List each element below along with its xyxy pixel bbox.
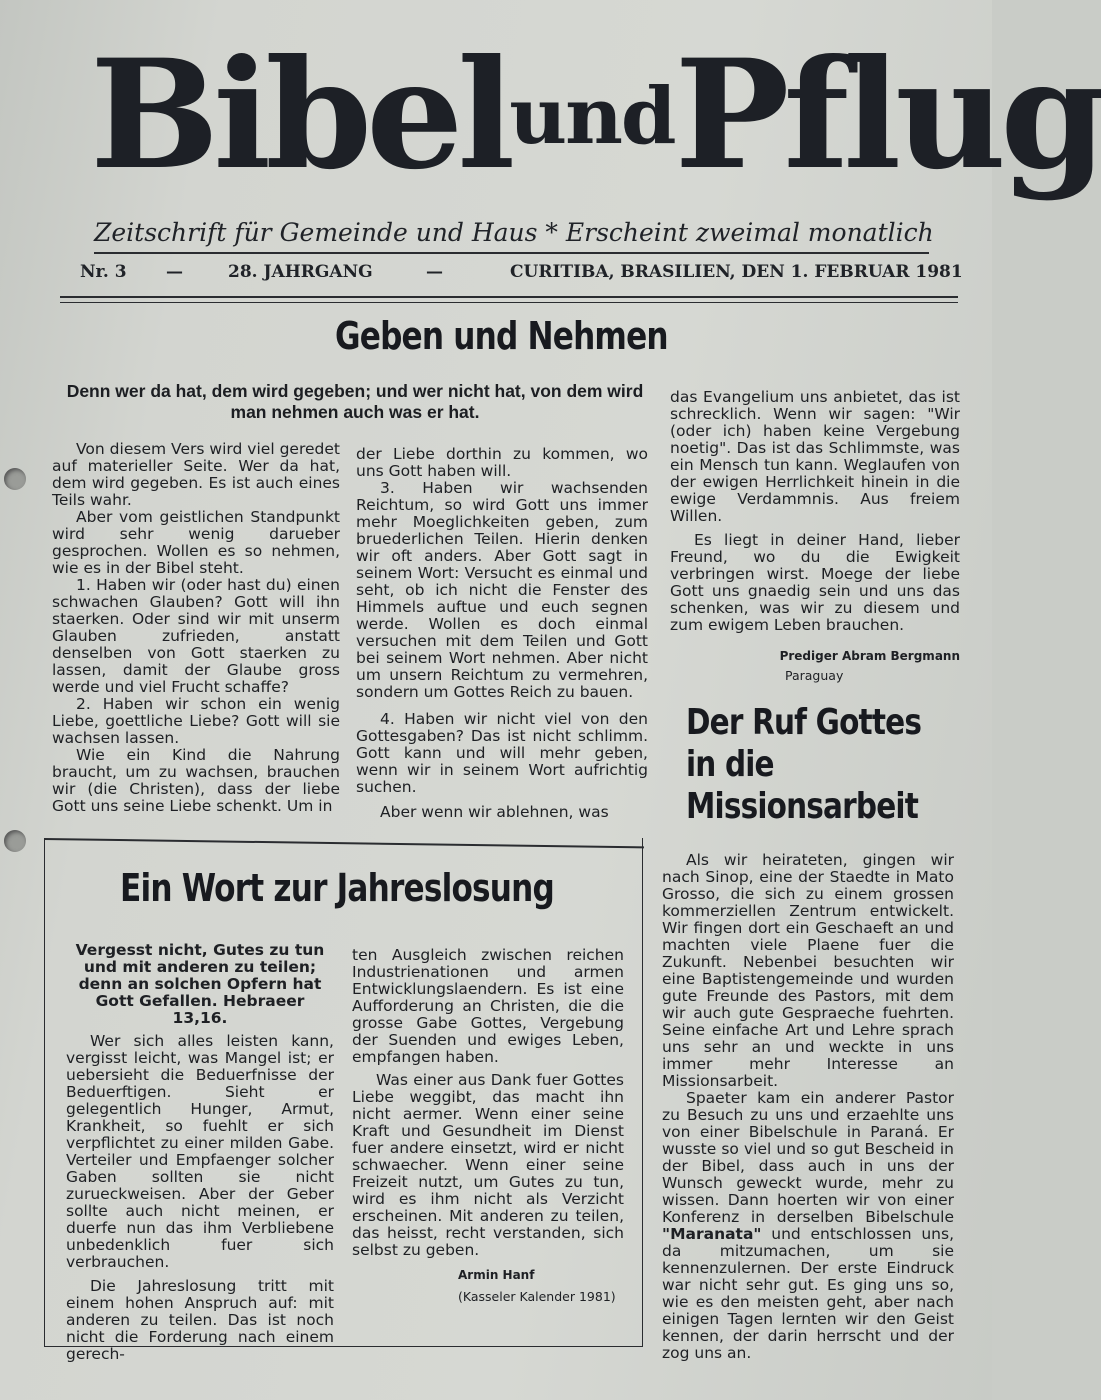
- paragraph: 3. Haben wir wachsenden Reichtum, so wird Gott uns immer mehr Moeglichkeiten geben, zum bruederlichen Teilen. Hierin denken wir oft anders. Aber Gott sagt in seinem Wort: Versucht es einmal und seht, ob ich nicht die Fenster des Himmels auftue und euch segnen werde. Wollen es doch einmal versuchen mit dem Teilen und Gott bei seinem Wort nehmen. Aber nicht um unsern Reichtum zu vermehren, sondern um Gottes Reich zu bauen.: [356, 479, 648, 701]
- paragraph: Wer sich alles leisten kann, vergisst leicht, was Mangel ist; er uebersieht die Beduerfnisse der Beduerftigen. Sieht er gelegentlich Hunger, Armut, Krankheit, so fuehlt er sich verpflichtet zu einer milden Gabe. Verteiler und Empfaenger solcher Gaben sollten sie nicht zurueckweisen. Aber der Geber sollte auch nicht meinen, er duerfe nun das ihm Verbliebene unbedenklich fuer sich verbrauchen.: [66, 1032, 334, 1271]
- masthead-bibel: Bibel: [90, 27, 510, 203]
- article-column: [66, 942, 334, 1363]
- paragraph-text: Spaeter kam ein anderer Pastor zu Besuch zu uns und erzaehlte uns von einer Bibelschule in Paraná. Er wusste so viel und so gut Bescheid in der Bibel, dass auch in uns der Wunsch geweckt wurde, mehr zu wissen. Dann hoerten wir von einer Konferenz in derselben Bibelschule: [662, 1089, 954, 1226]
- paragraph: Als wir heirateten, gingen wir nach Sinop, eine der Staedte in Mato Grosso, die sich zu einem grossen kommerziellen Zentrum entwickelt. Wir fingen dort ein Geschaeft an und machten viele Plaene fuer die Zukunft. Nebenbei besuchten wir eine Baptistengemeinde und wurden gute Freunde des Pastors, mit dem wir auch gute Gespraeche fuehrten. Seine einfache Art und Lehre sprach uns sehr an und weckte in uns immer mehr Interesse an Missionsarbeit.: [662, 851, 954, 1090]
- subtitle-underline: [94, 252, 929, 254]
- masthead-subtitle: Zeitschrift für Gemeinde und Haus * Erscheint zweimal monatlich: [94, 218, 934, 247]
- paragraph: Was einer aus Dank fuer Gottes Liebe weggibt, das macht ihn nicht aermer. Wenn einer seine Kraft und Gesundheit im Dienst fuer andere einsetzt, wird er nicht schwaecher. Wenn einer seine Freizeit nutzt, um Gutes zu tun, wird es ihm nicht als Verzicht erscheinen. Mit anderen zu teilen, das heisst, recht verstanden, sich selbst zu geben.: [352, 1071, 624, 1259]
- article-source: (Kasseler Kalender 1981): [458, 1289, 616, 1304]
- article-author: Armin Hanf: [458, 1268, 535, 1282]
- article-column: [352, 947, 624, 1305]
- paragraph-text: und entschlossen uns, da mitzumachen, um sie kennenzulernen. Der erste Eindruck war nicht sehr gut. Es ging uns so, wie es den meisten geht, aber nach einigen Tagen lernten wir den Geist kennen, der darin herrscht und der zog uns an.: [662, 1225, 954, 1362]
- paragraph: Wie ein Kind die Nahrung braucht, um zu wachsen, brauchen wir (die Christen), dass der liebe Gott uns seine Liebe schenkt. Um in: [52, 746, 340, 815]
- bible-school-name: "Maranata": [662, 1225, 762, 1243]
- issue-dash: —: [426, 262, 443, 282]
- masthead-pflug: Pflug: [674, 27, 1101, 203]
- article-title: Geben und Nehmen: [335, 314, 668, 358]
- issue-place-date: CURITIBA, BRASILIEN, DEN 1. FEBRUAR 1981: [510, 262, 963, 282]
- paragraph: 2. Haben wir schon ein wenig Liebe, goettliche Liebe? Gott will sie wachsen lassen.: [52, 695, 340, 747]
- paragraph: Aber wenn wir ablehnen, was: [380, 803, 609, 821]
- article-column: [52, 441, 340, 815]
- masthead-und: und: [509, 71, 675, 162]
- issue-number: Nr. 3: [80, 262, 127, 282]
- paragraph: 4. Haben wir nicht viel von den Gottesgaben? Das ist nicht schlimm. Gott kann und will mehr geben, wenn wir in seinem Wort aufrichtig suchen.: [356, 710, 648, 796]
- paragraph: das Evangelium uns anbietet, das ist schrecklich. Wenn wir sagen: "Wir (oder ich) haben keine Vergebung noetig". Das ist das Schlimmste, was ein Mensch tun kann. Weglaufen von der ewigen Herrlichkeit hinein in die ewige Verdammnis. Aus freiem Willen.: [670, 388, 960, 525]
- punch-hole: [4, 468, 26, 490]
- article-title: Der Ruf Gottes in die Missionsarbeit: [686, 702, 922, 827]
- issue-jahrgang: 28. JAHRGANG: [228, 262, 373, 282]
- paragraph: Von diesem Vers wird viel geredet auf materieller Seite. Wer da hat, dem wird gegeben. Es ist auch eines Teils wahr.: [52, 440, 340, 509]
- article-lead: Vergesst nicht, Gutes zu tun und mit anderen zu teilen; denn an solchen Opfern hat Gott Gefallen. Hebraeer 13,16.: [75, 941, 325, 1027]
- paragraph: der Liebe dorthin zu kommen, wo uns Gott haben will.: [356, 445, 648, 480]
- article-title: Ein Wort zur Jahreslosung: [120, 866, 554, 910]
- paragraph: Die Jahreslosung tritt mit einem hohen Anspruch auf: mit anderen zu teilen. Das ist noch nicht die Forderung nach einem gerech-: [66, 1277, 334, 1363]
- issue-dash: —: [166, 262, 183, 282]
- paragraph: [662, 1090, 954, 1362]
- article-column: [662, 852, 954, 1362]
- header-rule: [60, 296, 958, 298]
- masthead-title: [90, 27, 1101, 203]
- paragraph: 1. Haben wir (oder hast du) einen schwachen Glauben? Gott will ihn staerken. Oder sind wir mit unserm Glauben zufrieden, anstatt denselben von Gott staerken zu lassen, damit der Glaube gross werde und viel Frucht schaffe?: [52, 576, 340, 696]
- article-author: Prediger Abram Bergmann: [779, 649, 960, 663]
- article-lead: Denn wer da hat, dem wird gegeben; und wer nicht hat, von dem wird man nehmen auch was er hat.: [66, 381, 644, 422]
- paragraph: Aber vom geistlichen Standpunkt wird sehr wenig darueber gesprochen. Wollen es so nehmen, wie es in der Bibel steht.: [52, 508, 340, 577]
- punch-hole: [4, 830, 26, 852]
- article-author-place: Paraguay: [785, 668, 844, 683]
- article-column: [356, 446, 648, 821]
- paragraph: Es liegt in deiner Hand, lieber Freund, wo du die Ewigkeit verbringen wirst. Moege der liebe Gott uns gnaedig sein und uns das schenken, was wir zu diesem und zum ewigem Leben brauchen.: [670, 531, 960, 634]
- paragraph: ten Ausgleich zwischen reichen Industrienationen und armen Entwicklungslaendern. Es ist eine Aufforderung an Christen, die die grosse Gabe Gottes, Vergebung der Suenden und ewiges Leben, empfangen haben.: [352, 946, 624, 1066]
- header-rule: [60, 302, 958, 303]
- article-column: [670, 389, 960, 684]
